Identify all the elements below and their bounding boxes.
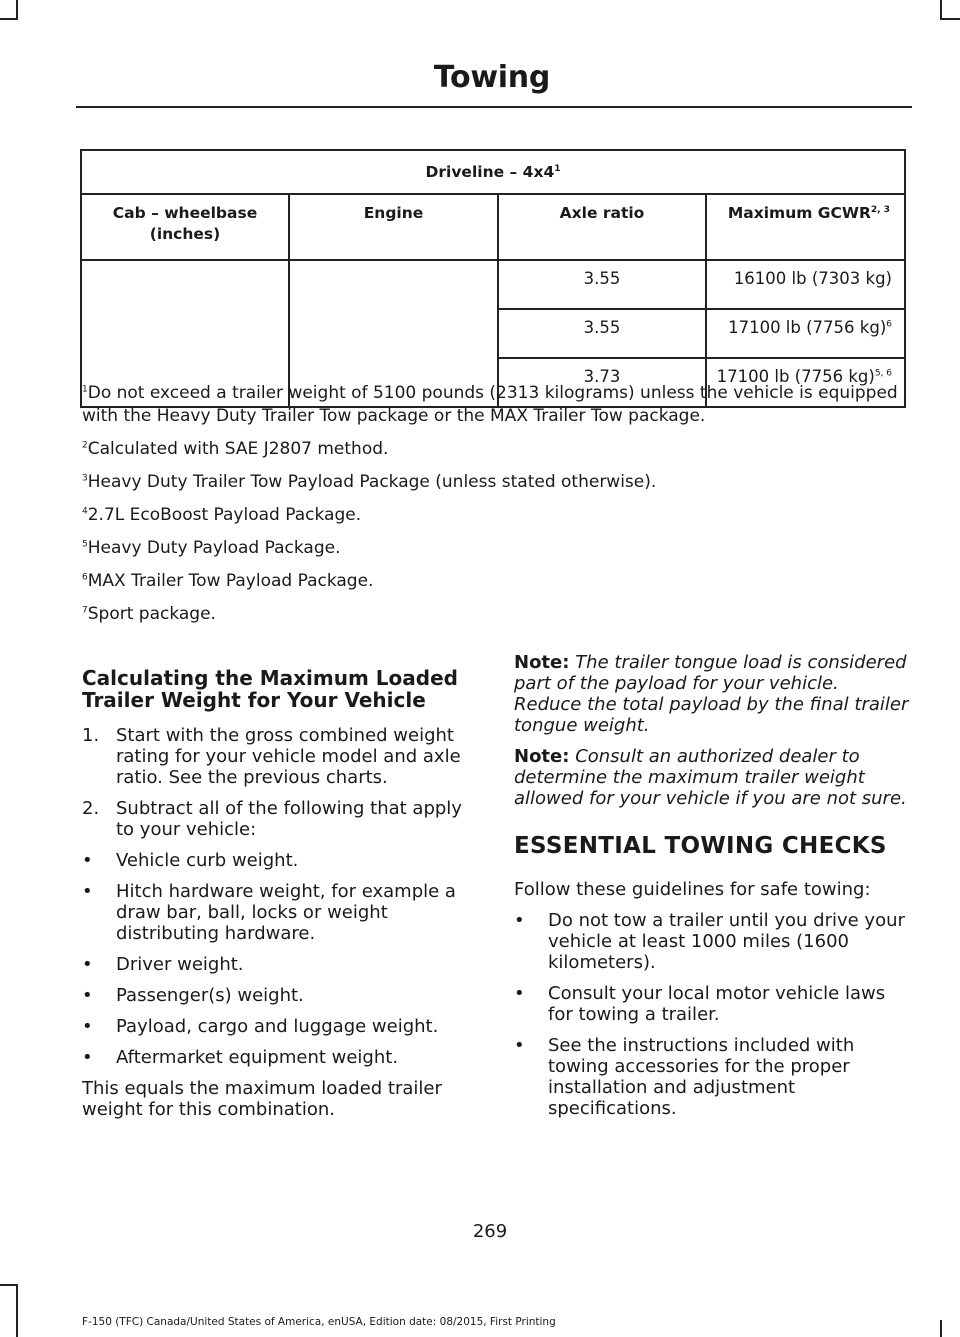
- crop-mark: [940, 1320, 942, 1337]
- table-caption: [81, 150, 905, 194]
- col-header-text: Maximum GCWR: [727, 204, 871, 222]
- bullet-icon: •: [82, 1016, 93, 1037]
- col-header-text: Axle ratio: [559, 204, 645, 222]
- note-label: Note:: [514, 746, 570, 767]
- section-heading: Calculating the Maximum Loaded Trailer Weight for Your Vehicle: [82, 666, 458, 712]
- gcwr-cell: [706, 309, 905, 358]
- footnote-number: 7: [82, 605, 88, 616]
- footnote-number: 6: [82, 572, 88, 583]
- list-item: [82, 1047, 478, 1068]
- footer-text: F-150 (TFC) Canada/United States of America, enUSA, Edition date: 08/2015, First Printing: [82, 1316, 556, 1328]
- step-text: Subtract all of the following that apply to your vehicle:: [116, 798, 462, 840]
- bullet-icon: •: [82, 881, 93, 902]
- footnote: [82, 603, 902, 626]
- list-item: [514, 1035, 910, 1119]
- note-label: Note:: [514, 652, 570, 673]
- list-item: [82, 798, 478, 840]
- bullet-list: [514, 910, 910, 1119]
- crop-mark: [940, 0, 942, 20]
- footnote-number: 2: [82, 440, 88, 451]
- bullet-text: See the instructions included with towing accessories for the proper installation and adjustment specifications.: [548, 1035, 855, 1119]
- page-title: Towing: [433, 60, 550, 95]
- left-column: [82, 667, 478, 1130]
- header-rule: [76, 106, 912, 108]
- table-caption-text: Driveline – 4x4: [425, 163, 555, 181]
- bullet-icon: •: [514, 910, 525, 931]
- bullet-icon: •: [82, 954, 93, 975]
- footnote-ref: 6: [886, 319, 892, 330]
- axle-ratio-cell: 3.73: [498, 358, 706, 407]
- footnote-text: Sport package.: [87, 604, 216, 624]
- bullet-text: Driver weight.: [116, 954, 244, 975]
- table-caption-row: [81, 150, 905, 194]
- axle-ratio-cell: 3.55: [498, 260, 706, 309]
- axle-ratio-cell: 3.55: [498, 309, 706, 358]
- footnote-text: MAX Trailer Tow Payload Package.: [87, 571, 374, 591]
- footnote-ref: 1: [554, 163, 561, 174]
- footnote: [82, 471, 902, 494]
- list-item: [82, 881, 478, 944]
- bullet-text: Vehicle curb weight.: [116, 850, 299, 871]
- note-text: The trailer tongue load is considered part of the payload for your vehicle. Reduce the total payload by the final trailer tongue weight.: [514, 652, 909, 736]
- step-text: Start with the gross combined weight rating for your vehicle model and axle ratio. See the previous charts.: [116, 725, 461, 788]
- bullet-text: Do not tow a trailer until you drive your vehicle at least 1000 miles (1600 kilometers).: [548, 910, 905, 973]
- col-header-axle-ratio: [498, 194, 706, 260]
- note: [514, 652, 910, 736]
- footnote-text: 2.7L EcoBoost Payload Package.: [87, 505, 362, 525]
- footnote-number: 4: [82, 506, 88, 517]
- bullet-icon: •: [514, 983, 525, 1004]
- gcwr-table: [80, 149, 906, 408]
- footnote-number: 1: [82, 384, 88, 395]
- crop-mark: [16, 0, 18, 20]
- list-item: [514, 910, 910, 973]
- footnote-text: Heavy Duty Trailer Tow Payload Package (unless stated otherwise).: [87, 472, 657, 492]
- col-header-engine: [289, 194, 498, 260]
- section-heading: ESSENTIAL TOWING CHECKS: [514, 833, 887, 859]
- steps-list: [82, 725, 478, 840]
- col-header-max-gcwr: [706, 194, 905, 260]
- list-item: [82, 725, 478, 788]
- page-number: 269: [472, 1221, 508, 1242]
- footnote-text: Heavy Duty Payload Package.: [87, 538, 341, 558]
- footnote: [82, 504, 902, 527]
- crop-mark: [0, 1284, 18, 1286]
- note: [514, 746, 910, 809]
- footnote-ref: 2, 3: [870, 204, 890, 215]
- crop-mark: [16, 1284, 18, 1337]
- list-item: [82, 985, 478, 1006]
- footnote-ref: 5, 6: [874, 368, 892, 379]
- table-header-row: [81, 194, 905, 260]
- bullet-icon: •: [82, 850, 93, 871]
- footnote-number: 3: [82, 473, 88, 484]
- table-row: [81, 260, 905, 309]
- bullet-icon: •: [514, 1035, 525, 1056]
- footnote-text: Do not exceed a trailer weight of 5100 pounds (2313 kilograms) unless the vehicle is equipped with the Heavy Duty Trailer Tow package or the MAX Trailer Tow package.: [82, 383, 898, 426]
- footnote: [82, 438, 902, 461]
- step-number: 1.: [82, 725, 100, 746]
- bullet-text: Consult your local motor vehicle laws for towing a trailer.: [548, 983, 886, 1025]
- footnote: [82, 537, 902, 560]
- intro-text: Follow these guidelines for safe towing:: [514, 879, 871, 900]
- bullet-icon: •: [82, 1047, 93, 1068]
- list-item: [82, 850, 478, 871]
- footnote-number: 5: [82, 539, 88, 550]
- list-item: [82, 1016, 478, 1037]
- list-item: [514, 983, 910, 1025]
- list-item: [82, 954, 478, 975]
- col-header-text: Cab – wheelbase (inches): [112, 204, 258, 243]
- gcwr-value: 17100 lb (7756 kg): [728, 318, 887, 337]
- footnote-text: Calculated with SAE J2807 method.: [87, 439, 389, 459]
- bullet-text: Hitch hardware weight, for example a draw bar, ball, locks or weight distributing hardware.: [116, 881, 456, 944]
- step-number: 2.: [82, 798, 100, 819]
- footnote: [82, 570, 902, 593]
- bullet-text: Payload, cargo and luggage weight.: [116, 1016, 439, 1037]
- note-text: Consult an authorized dealer to determine the maximum trailer weight allowed for your vehicle if you are not sure.: [514, 746, 907, 809]
- gcwr-value: 17100 lb (7756 kg): [716, 367, 875, 386]
- footnotes: [82, 382, 902, 636]
- gcwr-value: 16100 lb (7303 kg): [733, 269, 892, 288]
- bullet-icon: •: [82, 985, 93, 1006]
- footnote: [82, 382, 902, 428]
- bullet-text: Aftermarket equipment weight.: [116, 1047, 399, 1068]
- bullet-text: Passenger(s) weight.: [116, 985, 304, 1006]
- crop-mark: [942, 18, 960, 20]
- conclusion-text: This equals the maximum loaded trailer weight for this combination.: [82, 1078, 442, 1120]
- gcwr-cell: [706, 260, 905, 309]
- crop-mark: [0, 18, 18, 20]
- right-column: [514, 652, 910, 1129]
- bullet-list: [82, 850, 478, 1068]
- col-header-text: Engine: [363, 204, 424, 222]
- col-header-cab-wheelbase: [81, 194, 289, 260]
